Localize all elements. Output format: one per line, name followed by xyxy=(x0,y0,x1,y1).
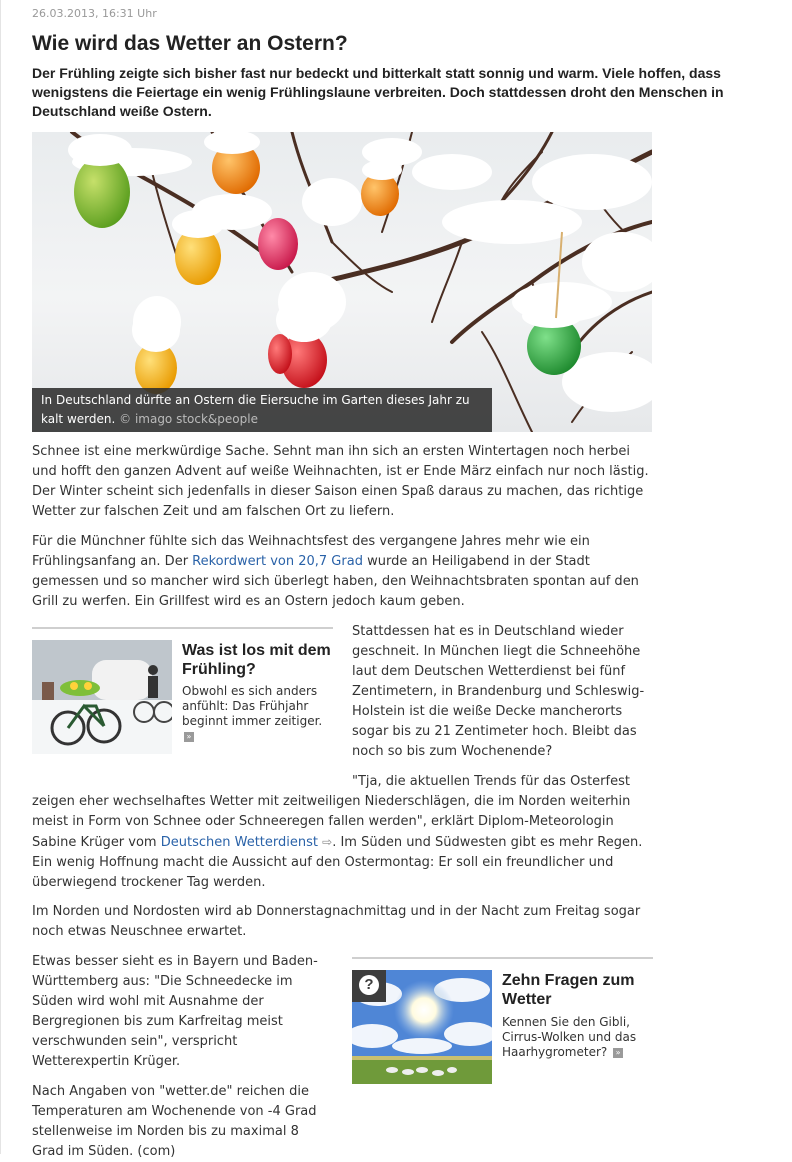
teaser-2-text xyxy=(502,1015,652,1060)
question-badge xyxy=(352,970,386,1002)
image-credit: © imago stock&people xyxy=(119,412,258,426)
teaser-1-divider xyxy=(32,627,333,629)
bicycle-snow-illustration xyxy=(32,640,172,754)
paragraph-7: Nach Angaben von "wetter.de" reichen die Temperaturen am Wochenende von -4 Grad stellenweise im Norden bis zu maximal 8 Grad im Süden. (com) xyxy=(32,1084,317,1159)
paragraph-2-text-b: wurde an Heiligabend in der Stadt gemessen und so mancher wird sich überlegt haben, den Weihnachtsbraten spontan auf den Grill zu werfen. Ein Grillfest wird es an Ostern jedoch kaum geben. xyxy=(32,554,639,609)
article-lead: Der Frühling zeigte sich bisher fast nur bedeckt und bitterkalt statt sonnig und warm. Viele hoffen, dass wenigstens die Feiertage ein wenig Frühlingslaune verbreiten. Doch stattdessen droht den Menschen in Deutschland weiße Ostern. xyxy=(32,65,724,119)
teaser-2-image[interactable] xyxy=(352,970,492,1084)
teaser-2-divider xyxy=(352,957,653,959)
image-caption xyxy=(32,388,492,432)
paragraph-4-text-a: "Tja, die aktuellen Trends für das Osterfest zeigen eher wechselhaftes Wetter mit zeitweiligen Niederschlägen, die im Norden weiterhin meist in Form von Schnee oder Schneeregen fallen werden", erklärt Diplom-Meteorologin Sabine Krüger vom xyxy=(32,774,631,850)
more-arrow-icon[interactable]: » xyxy=(184,732,194,742)
paragraph-1: Schnee ist eine merkwürdige Sache. Sehnt man ihn sich an ersten Wintertagen noch herbei und hofft den ganzen Advent auf weiße Weihnachten, ist er Ende März einfach nur noch lästig. Der Winter scheint sich jedenfalls in dieser Saison einen Spaß daraus zu machen, das richtige Wetter zur falschen Zeit und am falschen Ort zu liefern. xyxy=(32,444,649,519)
paragraph-6: Etwas besser sieht es in Bayern und Baden-Württemberg aus: "Die Schneedecke im Süden wird wohl mit Ausnahme der Bergregionen bis zum Karfreitag meist verschwunden sein", verspricht Wetterexpertin Krüger. xyxy=(32,954,318,1069)
article-title: Wie wird das Wetter an Ostern? xyxy=(32,32,348,55)
teaser-2-title[interactable]: Zehn Fragen zum Wetter xyxy=(502,972,635,1008)
caption-text: In Deutschland dürfte an Ostern die Eiersuche im Garten dieses Jahr zu kalt werden. xyxy=(41,393,470,426)
wetterdienst-link[interactable]: Deutschen Wetterdienst xyxy=(160,835,318,850)
external-link-icon[interactable]: ⇨ xyxy=(322,835,333,849)
teaser-1-text-content: Obwohl es sich anders anfühlt: Das Frühjahr beginnt immer zeitiger. xyxy=(182,684,323,728)
article-date: 26.03.2013, 16:31 Uhr xyxy=(32,7,157,20)
paragraph-4 xyxy=(32,772,654,893)
question-icon: ? xyxy=(359,975,379,995)
hero-illustration xyxy=(32,132,652,432)
teaser-1-image[interactable] xyxy=(32,640,172,754)
paragraph-2 xyxy=(32,532,654,612)
teaser-1-title[interactable]: Was ist los mit dem Frühling? xyxy=(182,642,331,678)
rekordwert-link[interactable]: Rekordwert von 20,7 Grad xyxy=(192,554,363,569)
hero-image[interactable] xyxy=(32,132,652,432)
paragraph-3: Stattdessen hat es in Deutschland wieder geschneit. In München liegt die Schneehöhe laut dem Deutschen Wetterdienst bei fünf Zentimetern, in Brandenburg und Schleswig-Holstein ist die weiße Decke mancherorts sogar bis zu 21 Zentimeter hoch. Bleibt das noch so bis zum Wochenende? xyxy=(352,624,645,759)
paragraph-4-text-b: . Im Süden und Südwesten gibt es mehr Regen. Ein wenig Hoffnung macht die Aussicht auf den Ostermontag: Er soll ein freundlicher und überwiegend trockener Tag werden. xyxy=(32,835,643,890)
paragraph-2-text-a: Für die Münchner fühlte sich das Weihnachtsfest des vergangene Jahres mehr wie ein Frühlingsanfang an. Der xyxy=(32,534,590,569)
teaser-2-text-content: Kennen Sie den Gibli, Cirrus-Wolken und das Haarhygrometer? xyxy=(502,1015,637,1059)
paragraph-5: Im Norden und Nordosten wird ab Donnerstagnachmittag und in der Nacht zum Freitag sogar noch etwas Neuschnee erwartet. xyxy=(32,904,641,939)
teaser-1-text xyxy=(182,684,332,744)
more-arrow-icon[interactable]: » xyxy=(613,1048,623,1058)
